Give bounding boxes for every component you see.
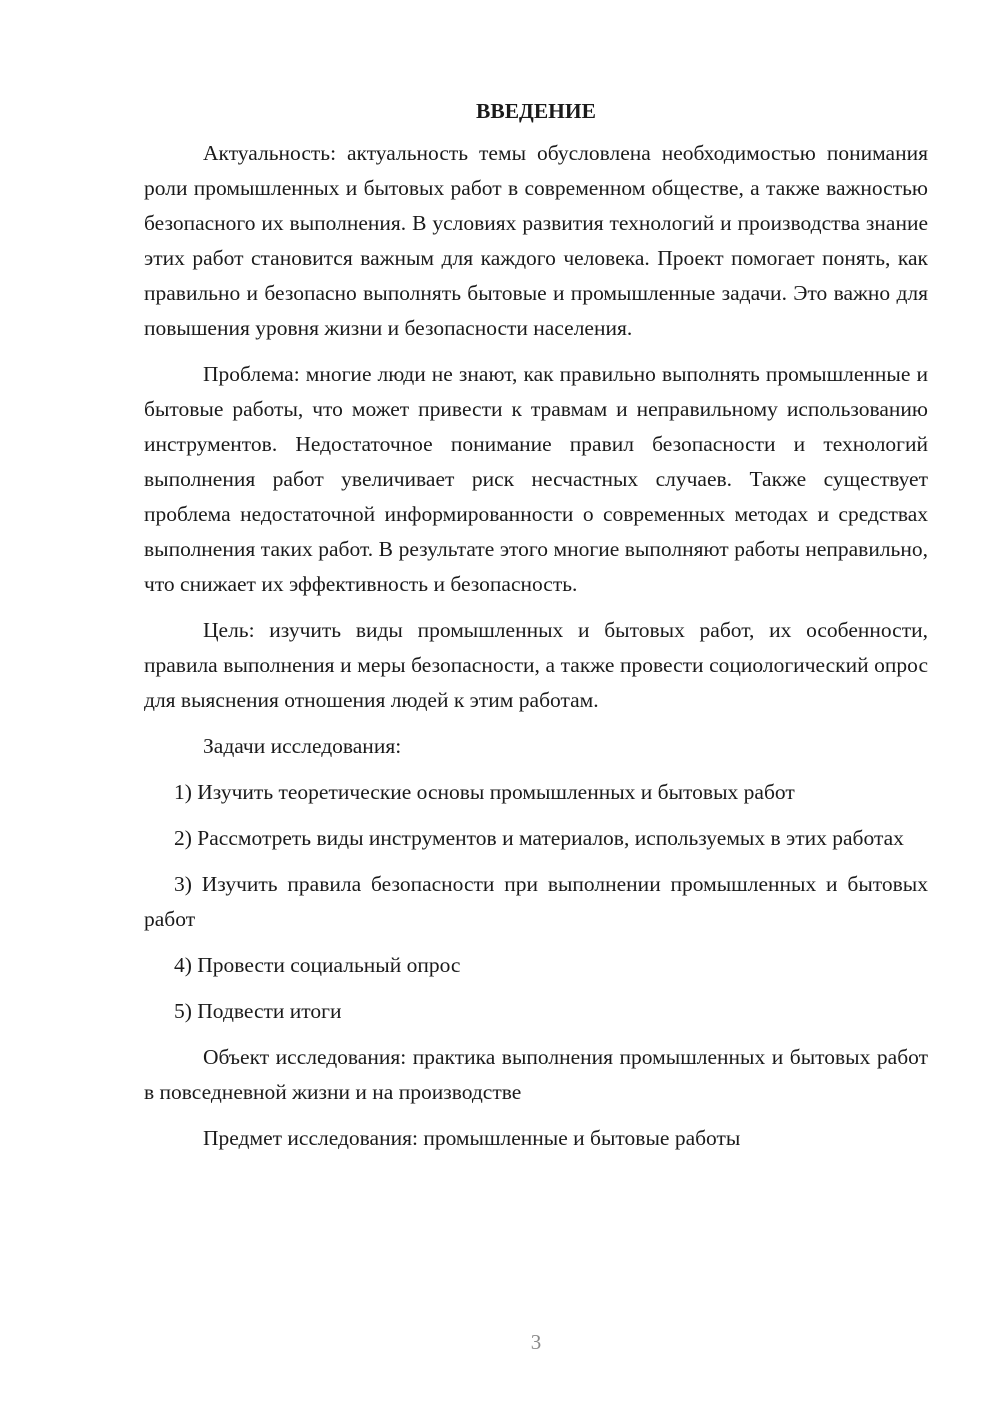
paragraph-problem: Проблема: многие люди не знают, как правильно выполнять промышленные и бытовые работы, что может привести к травмам и неправильному использованию инструментов. Недостаточное понимание правил безопасности и технологий выполнения работ увеличивает риск несчастных случаев. Также существует проблема недостаточной информированности о современных методах и средствах выполнения таких работ. В результате этого многие выполняют работы неправильно, что снижает их эффективность и безопасность. — [144, 362, 928, 596]
paragraph-goal: Цель: изучить виды промышленных и бытовых работ, их особенности, правила выполнения и меры безопасности, а также провести социологический опрос для выяснения отношения людей к этим работам. — [144, 618, 928, 712]
paragraph-subject: Предмет исследования: промышленные и бытовые работы — [203, 1126, 741, 1150]
paragraph-object: Объект исследования: практика выполнения промышленных и бытовых работ в повседневной жизни и на производстве — [144, 1045, 928, 1104]
task-item: 4) Провести социальный опрос — [174, 953, 461, 977]
task-item: 2) Рассмотреть виды инструментов и материалов, используемых в этих работах — [174, 826, 904, 850]
page-number: 3 — [530, 1330, 542, 1354]
task-item: 3) Изучить правила безопасности при выполнении промышленных и бытовых работ — [144, 872, 928, 931]
document-page — [144, 92, 928, 1167]
section-title: ВВЕДЕНИЕ — [476, 99, 596, 123]
task-item: 1) Изучить теоретические основы промышленных и бытовых работ — [174, 780, 795, 804]
tasks-heading: Задачи исследования: — [203, 734, 402, 758]
paragraph-relevance: Актуальность: актуальность темы обусловлена необходимостью понимания роли промышленных и бытовых работ в современном обществе, а также важностью безопасного их выполнения. В условиях развития технологий и производства знание этих работ становится важным для каждого человека. Проект помогает понять, как правильно и безопасно выполнять бытовые и промышленные задачи. Это важно для повышения уровня жизни и безопасности населения. — [144, 141, 928, 340]
task-item: 5) Подвести итоги — [174, 999, 342, 1023]
